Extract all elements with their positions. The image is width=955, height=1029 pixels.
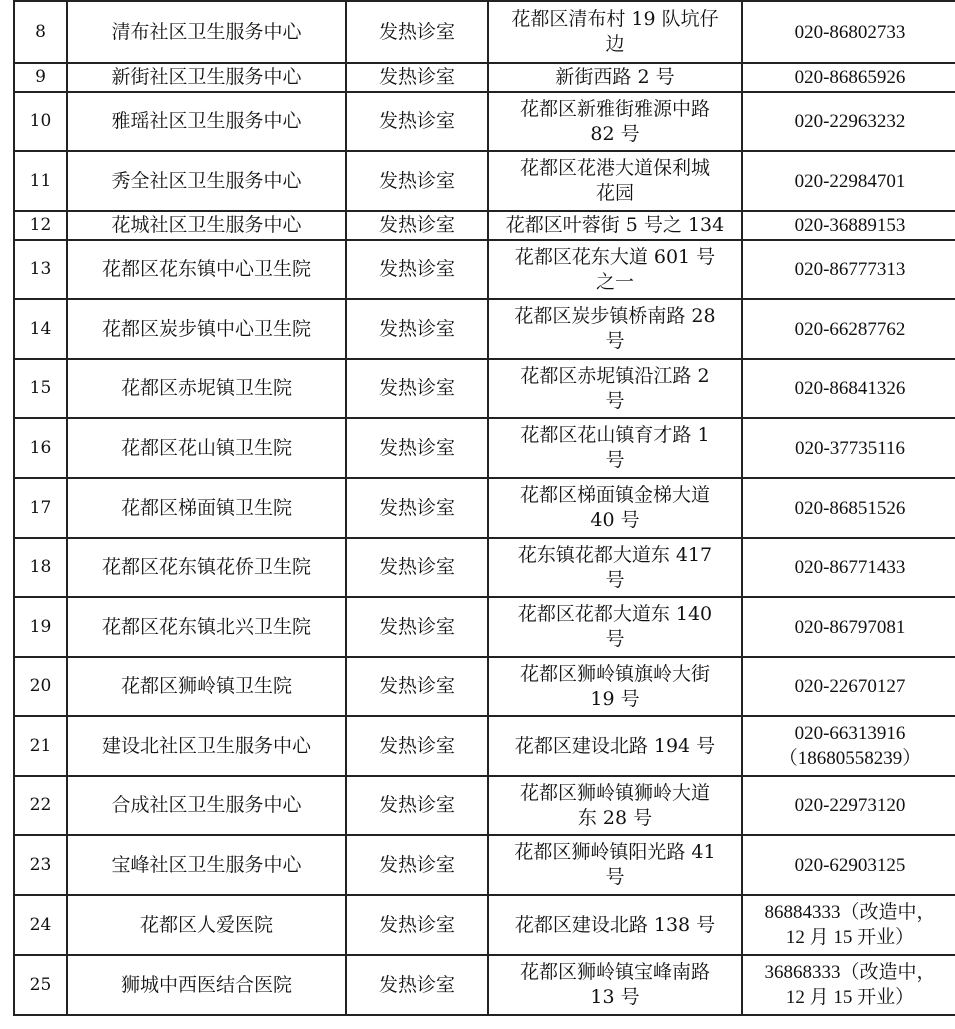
phone-cell: 020-22973120	[742, 776, 955, 835]
address-cell: 花都区新雅街雅源中路 82 号	[488, 92, 742, 151]
address-cell: 花都区狮岭镇宝峰南路 13 号	[488, 955, 742, 1015]
institution-name-cell: 花都区人爱医院	[67, 895, 346, 955]
address-cell: 花都区花港大道保利城 花园	[488, 151, 742, 211]
department-cell: 发热诊室	[346, 895, 488, 955]
phone-cell: 36868333（改造中， 12 月 15 开业）	[742, 955, 955, 1015]
institution-name-cell: 狮城中西医结合医院	[67, 955, 346, 1015]
department-cell: 发热诊室	[346, 151, 488, 211]
row-number-cell: 19	[14, 597, 67, 657]
address-cell: 花都区狮岭镇旗岭大街 19 号	[488, 657, 742, 716]
row-number-cell: 25	[14, 955, 67, 1015]
table-row	[14, 657, 955, 716]
table-row	[14, 955, 955, 1015]
table-row	[14, 716, 955, 776]
address-cell: 花都区赤坭镇沿江路 2 号	[488, 359, 742, 418]
table-row	[14, 240, 955, 299]
institution-name-cell: 花都区狮岭镇卫生院	[67, 657, 346, 716]
address-cell: 花都区清布村 19 队坑仔 边	[488, 1, 742, 63]
table-row	[14, 835, 955, 895]
phone-cell: 020-86777313	[742, 240, 955, 299]
phone-cell: 020-86771433	[742, 538, 955, 597]
table-row	[14, 538, 955, 597]
row-number-cell: 23	[14, 835, 67, 895]
row-number-cell: 21	[14, 716, 67, 776]
row-number-cell: 22	[14, 776, 67, 835]
institution-name-cell: 秀全社区卫生服务中心	[67, 151, 346, 211]
address-cell: 新街西路 2 号	[488, 63, 742, 92]
department-cell: 发热诊室	[346, 63, 488, 92]
department-cell: 发热诊室	[346, 1, 488, 63]
institution-name-cell: 花都区赤坭镇卫生院	[67, 359, 346, 418]
department-cell: 发热诊室	[346, 657, 488, 716]
address-cell: 花都区建设北路 194 号	[488, 716, 742, 776]
department-cell: 发热诊室	[346, 211, 488, 240]
table-row	[14, 597, 955, 657]
table-row	[14, 92, 955, 151]
department-cell: 发热诊室	[346, 955, 488, 1015]
department-cell: 发热诊室	[346, 240, 488, 299]
department-cell: 发热诊室	[346, 478, 488, 538]
table-row	[14, 299, 955, 359]
table-row	[14, 418, 955, 478]
phone-cell: 020-86802733	[742, 1, 955, 63]
institution-name-cell: 清布社区卫生服务中心	[67, 1, 346, 63]
phone-cell: 020-86851526	[742, 478, 955, 538]
address-cell: 花都区叶蓉街 5 号之 134	[488, 211, 742, 240]
institution-name-cell: 花都区梯面镇卫生院	[67, 478, 346, 538]
address-cell: 花东镇花都大道东 417 号	[488, 538, 742, 597]
table-row	[14, 895, 955, 955]
phone-cell: 020-66287762	[742, 299, 955, 359]
institution-name-cell: 花都区花东镇花侨卫生院	[67, 538, 346, 597]
phone-cell: 020-36889153	[742, 211, 955, 240]
phone-cell: 020-86797081	[742, 597, 955, 657]
row-number-cell: 24	[14, 895, 67, 955]
table-row	[14, 151, 955, 211]
department-cell: 发热诊室	[346, 597, 488, 657]
phone-cell: 020-62903125	[742, 835, 955, 895]
table-row	[14, 776, 955, 835]
department-cell: 发热诊室	[346, 418, 488, 478]
phone-cell: 020-66313916 （18680558239）	[742, 716, 955, 776]
department-cell: 发热诊室	[346, 299, 488, 359]
address-cell: 花都区花都大道东 140 号	[488, 597, 742, 657]
department-cell: 发热诊室	[346, 538, 488, 597]
address-cell: 花都区梯面镇金梯大道 40 号	[488, 478, 742, 538]
row-number-cell: 17	[14, 478, 67, 538]
department-cell: 发热诊室	[346, 776, 488, 835]
table-row	[14, 478, 955, 538]
phone-cell: 86884333（改造中， 12 月 15 开业）	[742, 895, 955, 955]
row-number-cell: 14	[14, 299, 67, 359]
department-cell: 发热诊室	[346, 716, 488, 776]
row-number-cell: 13	[14, 240, 67, 299]
table-row	[14, 211, 955, 240]
institution-name-cell: 合成社区卫生服务中心	[67, 776, 346, 835]
phone-cell: 020-22984701	[742, 151, 955, 211]
department-cell: 发热诊室	[346, 359, 488, 418]
row-number-cell: 20	[14, 657, 67, 716]
row-number-cell: 11	[14, 151, 67, 211]
row-number-cell: 9	[14, 63, 67, 92]
institution-name-cell: 宝峰社区卫生服务中心	[67, 835, 346, 895]
table-row	[14, 1, 955, 63]
table-row	[14, 63, 955, 92]
address-cell: 花都区狮岭镇阳光路 41 号	[488, 835, 742, 895]
address-cell: 花都区花东大道 601 号 之一	[488, 240, 742, 299]
row-number-cell: 16	[14, 418, 67, 478]
institution-name-cell: 花都区炭步镇中心卫生院	[67, 299, 346, 359]
row-number-cell: 18	[14, 538, 67, 597]
table-body	[14, 1, 955, 1015]
address-cell: 花都区炭步镇桥南路 28 号	[488, 299, 742, 359]
table-row	[14, 359, 955, 418]
phone-cell: 020-86865926	[742, 63, 955, 92]
address-cell: 花都区狮岭镇狮岭大道 东 28 号	[488, 776, 742, 835]
institution-name-cell: 花都区花山镇卫生院	[67, 418, 346, 478]
address-cell: 花都区建设北路 138 号	[488, 895, 742, 955]
row-number-cell: 12	[14, 211, 67, 240]
row-number-cell: 10	[14, 92, 67, 151]
address-cell: 花都区花山镇育才路 1 号	[488, 418, 742, 478]
phone-cell: 020-37735116	[742, 418, 955, 478]
department-cell: 发热诊室	[346, 92, 488, 151]
phone-cell: 020-22963232	[742, 92, 955, 151]
institution-name-cell: 花城社区卫生服务中心	[67, 211, 346, 240]
department-cell: 发热诊室	[346, 835, 488, 895]
institution-name-cell: 雅瑶社区卫生服务中心	[67, 92, 346, 151]
phone-cell: 020-22670127	[742, 657, 955, 716]
row-number-cell: 15	[14, 359, 67, 418]
institution-name-cell: 花都区花东镇北兴卫生院	[67, 597, 346, 657]
institution-name-cell: 建设北社区卫生服务中心	[67, 716, 346, 776]
fever-clinic-table	[13, 0, 955, 1016]
phone-cell: 020-86841326	[742, 359, 955, 418]
institution-name-cell: 新街社区卫生服务中心	[67, 63, 346, 92]
institution-name-cell: 花都区花东镇中心卫生院	[67, 240, 346, 299]
row-number-cell: 8	[14, 1, 67, 63]
